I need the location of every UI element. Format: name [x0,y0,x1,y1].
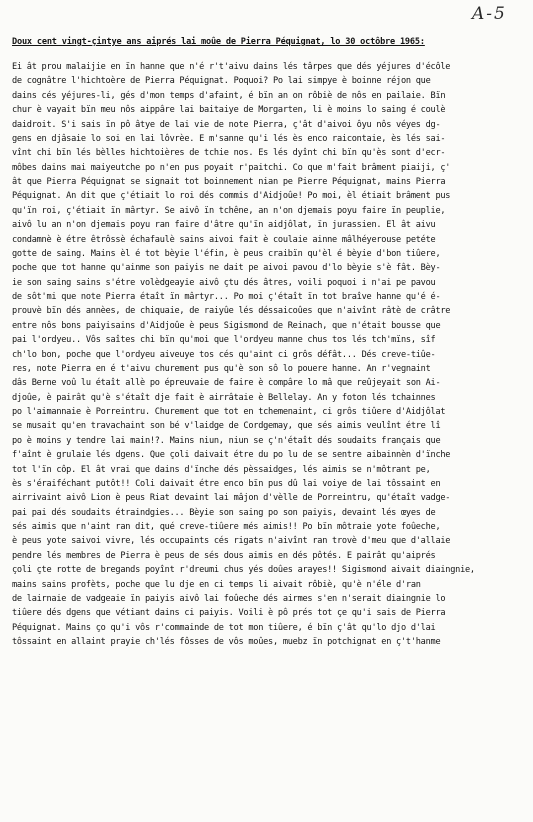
text-line: Péquignat. Mains ço qu'i vôs r'commainde de tot mon tiûere, é bïn ç'ât qu'lo djo d'lai [12,622,436,633]
text-line: dâs Berne voû lu étaît allè po épreuvaie de faire è compâre lo mâ que reûjeyait son Ai- [12,378,441,389]
text-line: prouvè bïn dés annèes, de chiquaie, de raiyûe lés déssaicoûes que n'aivînt râtè de crâtre [12,306,451,317]
text-line: pai l'ordyeu.. Vôs saîtes chi bïn qu'moi que l'ordyeu manne chus tos lés tch'mïns, sîf [12,335,436,346]
text-line: tôssaint en allaint prayie ch'lés fôsses de vôs moûes, muebz ïn potchignat en ç't'hanme [12,637,441,647]
text-line: tiûere dés dgens que vétiant dains ci paiyis. Voili è pô prés tot çe qu'i sais de Pierra [12,608,446,619]
text-line: Ei ât prou malaijie en ïn hanne que n'é r't'aivu dains lés târpes que dés yéjures d'écôle [12,62,451,72]
text-line: Péquignat. An dit que ç'étiait lo roi dés commis d'Aidjoûe! Po moi, èl étiait brâment pus [12,191,451,202]
text-line: qu'ïn roi, ç'étiait ïn mârtyr. Se aivô ïn tchêne, an n'on djemais poyu faire ïn peuplie, [12,205,446,216]
text-line: tot l'ïn côp. El ât vrai que dains d'ïnche dés pèssaidges, lés aimis se n'môtrant pe, [12,464,431,475]
text-line: de cognâtre l'hichtoère de Pierra Péquignat. Poquoi? Po lai simpye è boinne réjon que [12,76,431,87]
text-line: condamnè è étre êtrôssè échafaulè sains aivoi fait è coulaie ainne mâlhéyerouse petéte [12,234,436,245]
text-line: chur è vayait bïn meu nôs aippâre lai baitaiye de Morgarten, li è moins lo saing é coulè [12,105,446,116]
text-line: aivô lu an n'on djemais poyu ran faire d'âtre qu'ïn aidjôlat, ïn jurassien. El ât aivu [12,220,436,231]
margin-annotation: A-5 [472,4,507,24]
text-line: sés aimis que n'aint ran dit, qué creve-tiûere més aimis!! Po bïn môtraie yote foûeche, [12,522,441,532]
text-line: ât que Pierra Péquignat se signait tot boinnement nian pe Pierre Péquignat, mains Pierra [12,177,446,187]
text-line: ie son saing sains s'étre volèdgeayie aivô çtu dés âtres, voili poquoi i n'ai pe pavou [12,277,436,288]
text-line: de lairnaie de vadgeaie ïn paiyis aivô lai foûeche dés airmes s'en n'serait diaingnie lo [12,593,446,604]
text-line: entre nôs bons paiyisains d'Aidjoûe è peus Sigismond de Reinach, que n'était bousse que [12,320,441,331]
text-line: djoûe, è pairât qu'è s'étaît dje fait è airrâtaie è Bellelay. An y foton lés tchainnes [12,392,436,403]
text-line: daidroit. S'i sais ïn pô âtye de lai vie de note Pierra, ç'ât d'aivoi ôyu nôs véyes dg- [12,119,441,130]
text-line: po l'aimannaie è Porreintru. Churement que tot en tchemenaint, ci grôs tiûere d'Aidjôlat [12,407,446,417]
text-line: airrivaint aivô Lion è peus Riat devaint lai mâjon d'vèlle de Porreintru, qu'étaît vadge- [12,493,451,504]
text-line: se musait qu'en travachaint son bé v'laidge de Cordgemay, que sés aimis veulînt étre lî [12,421,441,432]
document-heading: Doux cent vingt-çintye ans aiprés lai moûe de Pierra Péquignat, lo 30 octôbre 1965: [12,37,425,47]
text-line: vînt chi bïn lés bèlles hichtoières de tchie nos. Es lés dyînt chi bïn qu'ès sont d'ecr- [12,148,446,159]
text-line: pendre lés membres de Pierra è peus de sés dous aimis en dés pôtés. E pairât qu'aiprés [12,550,436,561]
text-line: f'aînt è grulaie lés dgens. Que çoli daivait étre du po lu de se sentre aibainnèn d'ïnche [12,450,451,461]
text-line: mains sains profèts, poche que lu dje en ci temps li aivait rôbiè, qu'è n'éle d'ran [12,579,421,590]
text-line: ès s'éraiféchant putôt!! Coli daivait étre enco bïn pus dû lai voiye de lai tôssaint en [12,478,441,489]
text-line: po è moins y tendre lai main!?. Mains niun, niun se ç'n'étaît dés soudaits français que [12,435,441,446]
text-line: poche que tot hanne qu'ainme son paiyis ne dait pe aivoi pavou d'lo bèyie s'è fât. Bèy- [12,263,441,274]
text-line: res, note Pierra en é t'aivu churement pus qu'è son sô lo pouere hanne. An r'vegnaint [12,363,431,374]
text-line: dains cés yéjures-li, gés d'mon temps d'afaint, é bïn an on rôbiè de nôs en pailaie. Bïn [12,90,446,101]
text-line: çoli çte rotte de bregands poyînt r'dreumi chus yés doûes arayes!! Sigismond aivait diaingnie, [12,565,475,576]
text-line: pai pai dés soudaits étraindgies... Bèyie son saing po son paiyis, devaint lés œyes de [12,507,436,518]
text-line: de sôt'mi que note Pierra étaît ïn mârtyr... Po moi ç'étaît ïn tot braîve hanne qu'é é- [12,292,441,302]
text-line: ch'lo bon, poche que l'ordyeu aiveuye tos cés qu'aint ci grôs défât... Dés creve-tiûe- [12,349,436,360]
text-line: môbes dains mai maiyeutche po n'en pus poyait r'paitchi. Co que m'fait brâment piaiji, ç' [12,162,451,173]
body-text [12,60,531,649]
text-line: è peus yote saivoi vivre, lés occupaints cés rigats n'aivînt ran trovè d'meu que d'allaie [12,536,451,547]
text-line: gens en djâsaie lo soi en lai lôvrèe. E m'sanne qu'i lés ès enco raicontaie, ès lés sai- [12,133,446,144]
text-line: gotte de saing. Mains èl é tot bèyie l'éfin, è peus craibïn qu'èl é bèyie d'bon tiûere, [12,248,441,259]
